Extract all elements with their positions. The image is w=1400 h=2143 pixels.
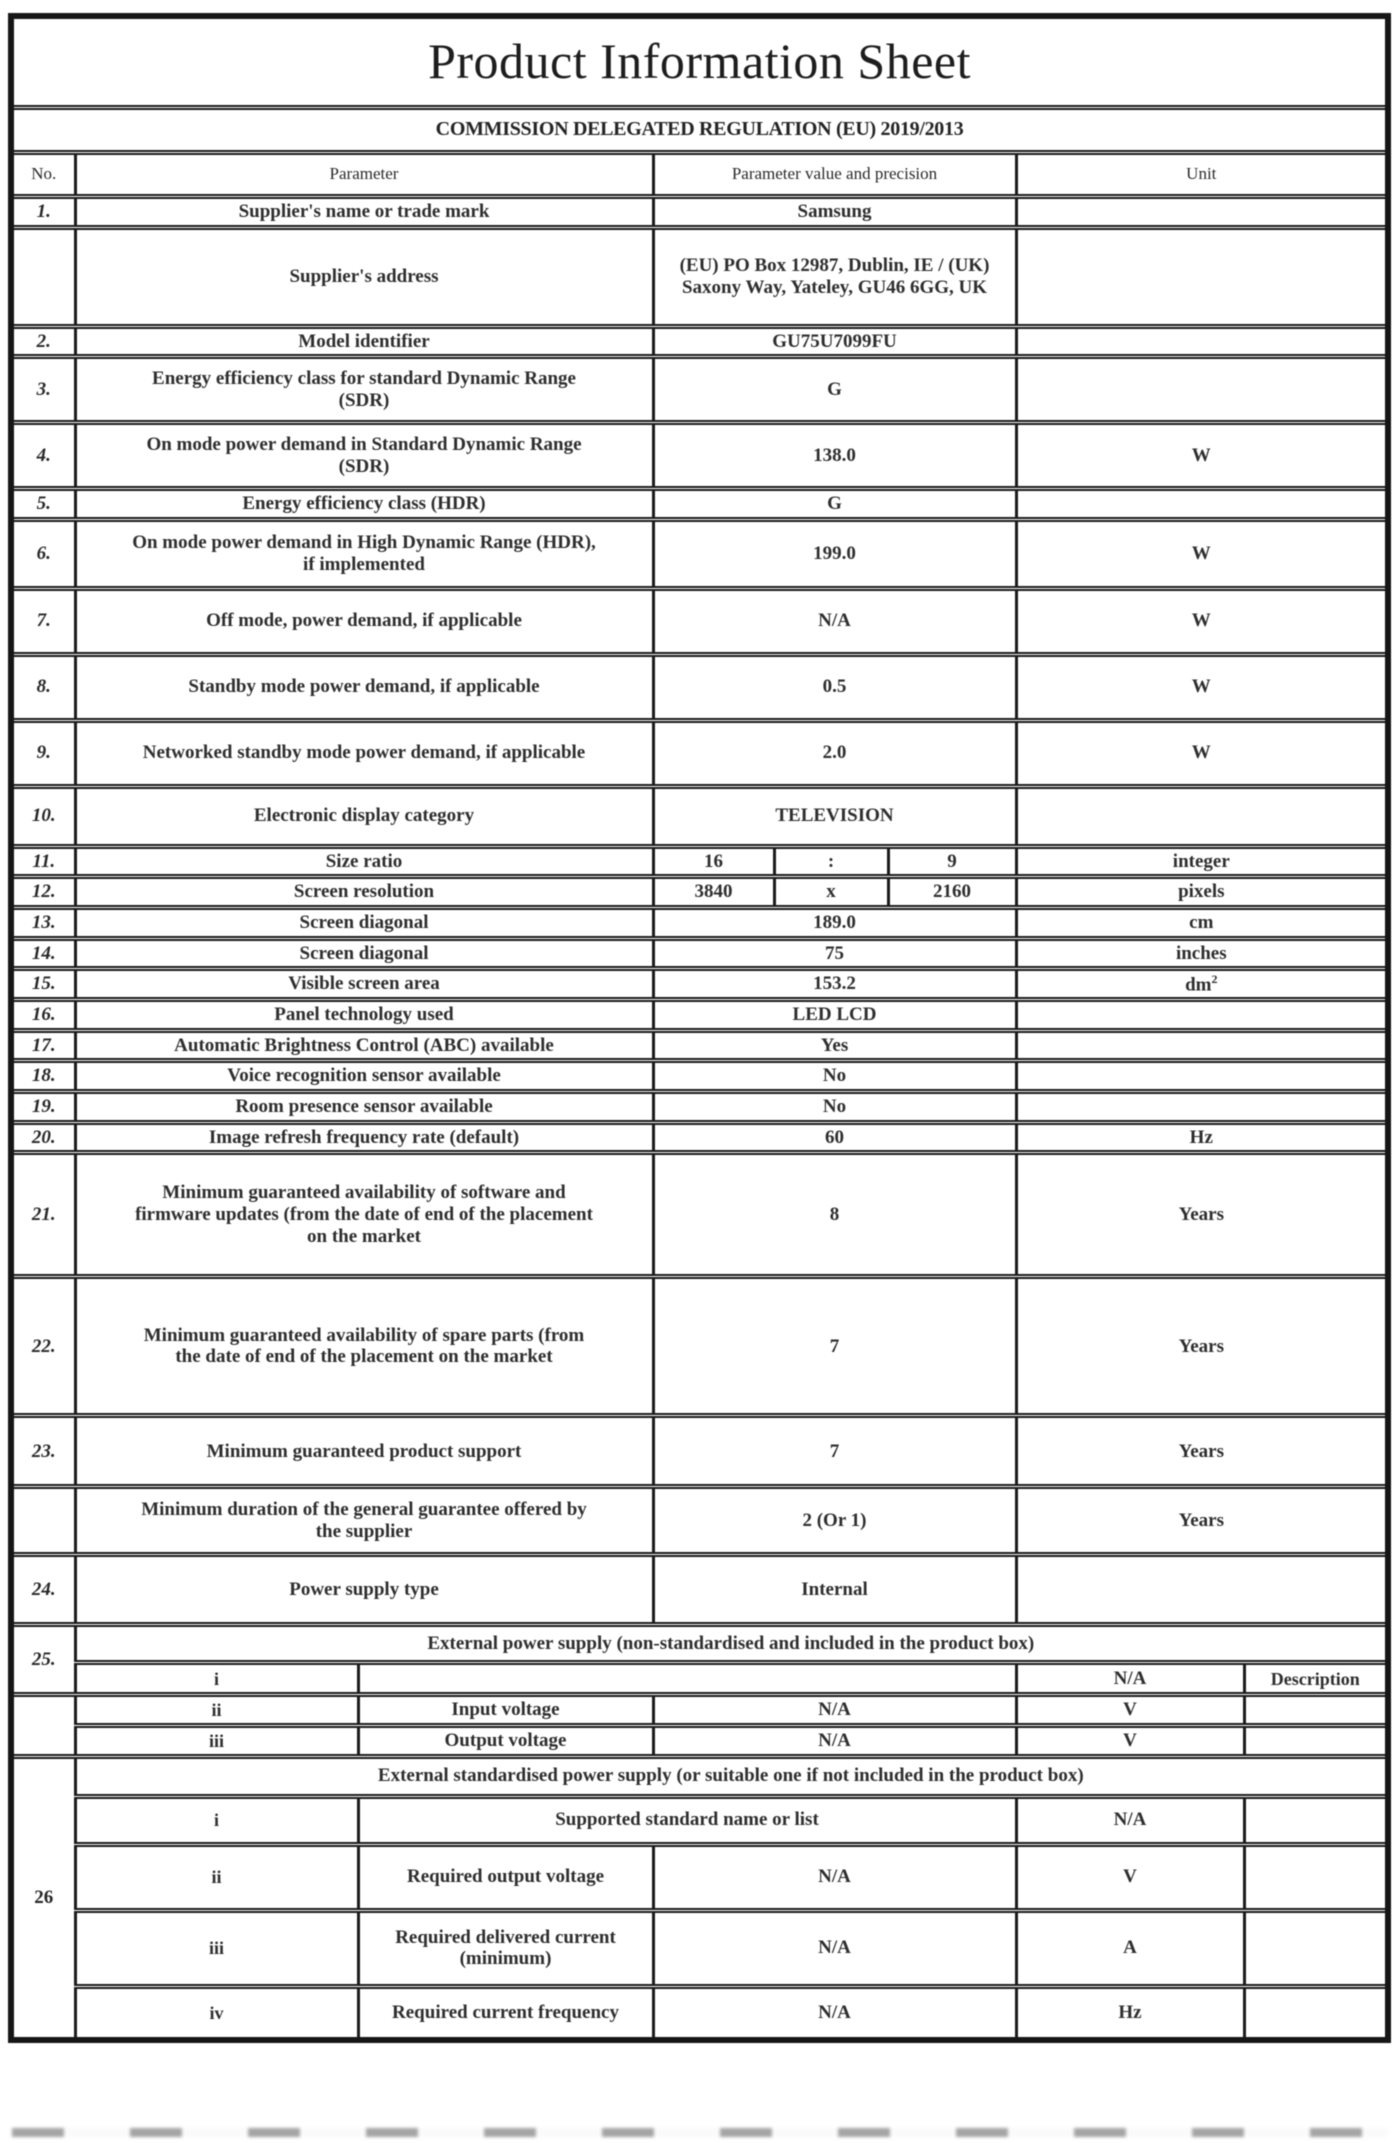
table-row xyxy=(11,1122,1388,1153)
description-cell xyxy=(1244,1910,1388,1986)
unit-cell xyxy=(1016,196,1388,227)
table-row xyxy=(11,720,1388,786)
value-cell-b: 2160 xyxy=(888,877,1016,908)
section26-header: External standardised power supply (or suitable one if not included in the product box) xyxy=(75,1756,1388,1796)
parameter-cell: Electronic display category xyxy=(75,786,653,846)
table-row xyxy=(11,938,1388,969)
unit-cell: N/A xyxy=(1016,1663,1244,1695)
page-title: Product Information Sheet xyxy=(11,16,1388,107)
value-cell: 7 xyxy=(653,1416,1016,1487)
parameter-cell: Screen resolution xyxy=(75,877,653,908)
parameter-cell: Output voltage xyxy=(358,1726,653,1757)
table-row xyxy=(11,588,1388,654)
description-cell xyxy=(1244,1726,1388,1757)
row-number: 17. xyxy=(11,1030,75,1061)
value-cell: 189.0 xyxy=(653,908,1016,939)
sub-index: iv xyxy=(75,1986,358,2040)
row-number: 10. xyxy=(11,786,75,846)
parameter-cell: Required delivered current (minimum) xyxy=(358,1910,653,1986)
unit-cell xyxy=(1016,1061,1388,1092)
value-cell: LED LCD xyxy=(653,1000,1016,1031)
unit-cell: W xyxy=(1016,423,1388,489)
parameter-cell: Minimum duration of the general guarantee offered by the supplier xyxy=(75,1487,653,1555)
unit-cell: W xyxy=(1016,588,1388,654)
table-row xyxy=(11,1030,1388,1061)
unit-text: dm xyxy=(1185,974,1212,996)
unit-cell xyxy=(1016,786,1388,846)
parameter-cell: Voice recognition sensor available xyxy=(75,1061,653,1092)
parameter-cell: Required current frequency xyxy=(358,1986,653,2040)
row-number: 15. xyxy=(11,969,75,1000)
value-cell: 2 (Or 1) xyxy=(653,1487,1016,1555)
section25-header: External power supply (non-standardised and included in the product box) xyxy=(75,1625,1388,1663)
row-number xyxy=(11,227,75,326)
description-cell xyxy=(1244,1844,1388,1910)
row-number: 8. xyxy=(11,654,75,720)
unit-cell: Years xyxy=(1016,1416,1388,1487)
value-cell: 7 xyxy=(653,1277,1016,1416)
value-cell: N/A xyxy=(653,1726,1016,1757)
value-cell: Samsung xyxy=(653,196,1016,227)
row-number: 7. xyxy=(11,588,75,654)
section26-header-row xyxy=(11,1756,1388,1796)
parameter-cell: Minimum guaranteed availability of spare parts (from the date of end of the placement on the market xyxy=(75,1277,653,1416)
table-row xyxy=(11,1416,1388,1487)
unit-cell xyxy=(1016,227,1388,326)
table-row xyxy=(11,846,1388,877)
parameter-cell: Standby mode power demand, if applicable xyxy=(75,654,653,720)
unit-cell: Hz xyxy=(1016,1122,1388,1153)
unit-cell: W xyxy=(1016,720,1388,786)
sub-index: ii xyxy=(75,1695,358,1726)
row-number: 13. xyxy=(11,908,75,939)
unit-cell: V xyxy=(1016,1726,1244,1757)
unit-cell xyxy=(1016,969,1388,1000)
sub-index: i xyxy=(75,1796,358,1844)
parameter-cell: Required output voltage xyxy=(358,1844,653,1910)
table-row xyxy=(11,326,1388,357)
section25-header-row xyxy=(11,1625,1388,1663)
value-cell: (EU) PO Box 12987, Dublin, IE / (UK) Saxony Way, Yateley, GU46 6GG, UK xyxy=(653,227,1016,326)
regulation-row xyxy=(11,107,1388,152)
section25-sub-row xyxy=(11,1726,1388,1757)
table-row xyxy=(11,357,1388,423)
row-number: 2. xyxy=(11,326,75,357)
parameter-cell: Automatic Brightness Control (ABC) available xyxy=(75,1030,653,1061)
value-cell: G xyxy=(653,489,1016,520)
section25-sub-row xyxy=(11,1695,1388,1726)
row-number: 1. xyxy=(11,196,75,227)
row-number: 12. xyxy=(11,877,75,908)
parameter-cell: Power supply type xyxy=(75,1555,653,1625)
table-row xyxy=(11,1092,1388,1123)
unit-cell: W xyxy=(1016,519,1388,588)
parameter-cell: Minimum guaranteed product support xyxy=(75,1416,653,1487)
column-header-row xyxy=(11,152,1388,196)
parameter-cell: Screen diagonal xyxy=(75,938,653,969)
unit-cell xyxy=(1016,1000,1388,1031)
row-number: 3. xyxy=(11,357,75,423)
unit-cell: integer xyxy=(1016,846,1388,877)
value-cell: No xyxy=(653,1092,1016,1123)
row-number: 19. xyxy=(11,1092,75,1123)
table-row xyxy=(11,1153,1388,1277)
row-number: 9. xyxy=(11,720,75,786)
row-number: 6. xyxy=(11,519,75,588)
value-cell: 60 xyxy=(653,1122,1016,1153)
value-cell: GU75U7099FU xyxy=(653,326,1016,357)
unit-cell: pixels xyxy=(1016,877,1388,908)
parameter-cell: Visible screen area xyxy=(75,969,653,1000)
unit-cell xyxy=(1016,1092,1388,1123)
row-number: 20. xyxy=(11,1122,75,1153)
value-cell-separator: : xyxy=(774,846,888,877)
table-row xyxy=(11,908,1388,939)
table-row xyxy=(11,654,1388,720)
unit-cell xyxy=(1016,489,1388,520)
table-row xyxy=(11,196,1388,227)
unit-cell: A xyxy=(1016,1910,1244,1986)
sub-index: iii xyxy=(75,1726,358,1757)
row-number: 16. xyxy=(11,1000,75,1031)
value-cell: N/A xyxy=(653,1844,1016,1910)
merged-parameter-value-cell: Supported standard name or list xyxy=(358,1796,1016,1844)
row-number-blank xyxy=(11,1695,75,1756)
parameter-cell: Screen diagonal xyxy=(75,908,653,939)
description-cell: Description xyxy=(1244,1663,1388,1695)
merged-parameter-value-cell xyxy=(358,1663,1016,1695)
value-cell-a: 3840 xyxy=(653,877,774,908)
title-row xyxy=(11,16,1388,107)
column-header-parameter: Parameter xyxy=(75,152,653,196)
unit-cell xyxy=(1016,326,1388,357)
unit-cell xyxy=(1016,1030,1388,1061)
unit-cell: V xyxy=(1016,1695,1244,1726)
product-information-sheet xyxy=(8,13,1391,2043)
value-cell: N/A xyxy=(653,1910,1016,1986)
value-cell: 199.0 xyxy=(653,519,1016,588)
section26-sub-row xyxy=(11,1844,1388,1910)
parameter-cell: Minimum guaranteed availability of software and firmware updates (from the date of end of the placement on the market xyxy=(75,1153,653,1277)
row-number: 25. xyxy=(11,1625,75,1695)
table-row xyxy=(11,519,1388,588)
parameter-cell: Image refresh frequency rate (default) xyxy=(75,1122,653,1153)
column-header-value: Parameter value and precision xyxy=(653,152,1016,196)
row-number: 4. xyxy=(11,423,75,489)
parameter-cell: On mode power demand in High Dynamic Range (HDR), if implemented xyxy=(75,519,653,588)
value-cell: 153.2 xyxy=(653,969,1016,1000)
regulation-subtitle: COMMISSION DELEGATED REGULATION (EU) 2019/2013 xyxy=(11,107,1388,152)
parameter-cell: Size ratio xyxy=(75,846,653,877)
row-number: 26 xyxy=(11,1756,75,2040)
unit-cell xyxy=(1016,357,1388,423)
value-cell: Yes xyxy=(653,1030,1016,1061)
description-cell xyxy=(1244,1695,1388,1726)
row-number: 14. xyxy=(11,938,75,969)
table-row xyxy=(11,877,1388,908)
parameter-cell: Off mode, power demand, if applicable xyxy=(75,588,653,654)
parameter-cell: Room presence sensor available xyxy=(75,1092,653,1123)
value-cell: 2.0 xyxy=(653,720,1016,786)
column-header-no: No. xyxy=(11,152,75,196)
value-cell: No xyxy=(653,1061,1016,1092)
table-row xyxy=(11,423,1388,489)
description-cell xyxy=(1244,1986,1388,2040)
row-number: 11. xyxy=(11,846,75,877)
section26-sub-row xyxy=(11,1910,1388,1986)
unit-cell: cm xyxy=(1016,908,1388,939)
unit-cell: inches xyxy=(1016,938,1388,969)
sub-index: iii xyxy=(75,1910,358,1986)
value-cell: TELEVISION xyxy=(653,786,1016,846)
row-number: 5. xyxy=(11,489,75,520)
unit-superscript: 2 xyxy=(1211,971,1218,986)
section25-sub-row xyxy=(11,1663,1388,1695)
value-cell: 8 xyxy=(653,1153,1016,1277)
unit-cell: Years xyxy=(1016,1153,1388,1277)
value-cell: 138.0 xyxy=(653,423,1016,489)
unit-cell: Years xyxy=(1016,1487,1388,1555)
parameter-cell: Input voltage xyxy=(358,1695,653,1726)
table-row xyxy=(11,1000,1388,1031)
value-cell: Internal xyxy=(653,1555,1016,1625)
scan-artifact-dashes xyxy=(12,2128,1388,2137)
value-cell: N/A xyxy=(653,588,1016,654)
value-cell: N/A xyxy=(653,1986,1016,2040)
parameter-cell: On mode power demand in Standard Dynamic Range (SDR) xyxy=(75,423,653,489)
value-cell-separator: x xyxy=(774,877,888,908)
unit-cell xyxy=(1016,1555,1388,1625)
row-number xyxy=(11,1487,75,1555)
row-number: 22. xyxy=(11,1277,75,1416)
unit-cell: Years xyxy=(1016,1277,1388,1416)
table-row xyxy=(11,1555,1388,1625)
table-row xyxy=(11,1061,1388,1092)
row-number: 18. xyxy=(11,1061,75,1092)
unit-cell: N/A xyxy=(1016,1796,1244,1844)
table-row xyxy=(11,969,1388,1000)
section26-sub-row xyxy=(11,1986,1388,2040)
table-row xyxy=(11,1277,1388,1416)
value-cell: 75 xyxy=(653,938,1016,969)
value-cell-a: 16 xyxy=(653,846,774,877)
parameter-cell: Supplier's address xyxy=(75,227,653,326)
row-number: 21. xyxy=(11,1153,75,1277)
parameter-cell: Energy efficiency class (HDR) xyxy=(75,489,653,520)
value-cell: G xyxy=(653,357,1016,423)
unit-cell: W xyxy=(1016,654,1388,720)
parameter-cell: Supplier's name or trade mark xyxy=(75,196,653,227)
parameter-cell: Panel technology used xyxy=(75,1000,653,1031)
row-number: 24. xyxy=(11,1555,75,1625)
table-row xyxy=(11,227,1388,326)
value-cell-b: 9 xyxy=(888,846,1016,877)
sub-index: ii xyxy=(75,1844,358,1910)
parameter-cell: Model identifier xyxy=(75,326,653,357)
table-row xyxy=(11,489,1388,520)
unit-cell: V xyxy=(1016,1844,1244,1910)
sub-index: i xyxy=(75,1663,358,1695)
parameter-cell: Energy efficiency class for standard Dynamic Range (SDR) xyxy=(75,357,653,423)
description-cell xyxy=(1244,1796,1388,1844)
parameter-cell: Networked standby mode power demand, if applicable xyxy=(75,720,653,786)
table-row xyxy=(11,786,1388,846)
column-header-unit: Unit xyxy=(1016,152,1388,196)
table-row xyxy=(11,1487,1388,1555)
value-cell: 0.5 xyxy=(653,654,1016,720)
row-number: 23. xyxy=(11,1416,75,1487)
section26-sub-row xyxy=(11,1796,1388,1844)
value-cell: N/A xyxy=(653,1695,1016,1726)
unit-cell: Hz xyxy=(1016,1986,1244,2040)
